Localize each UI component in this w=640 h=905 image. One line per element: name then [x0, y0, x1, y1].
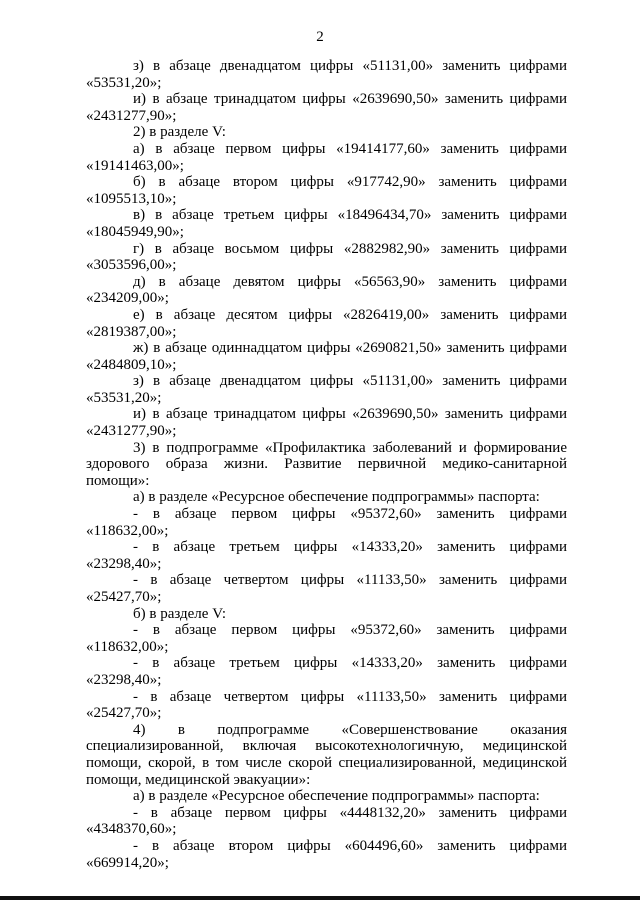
paragraph: е) в абзаце десятом цифры «2826419,00» заменить цифрами: [133, 306, 567, 323]
paragraph: 3) в подпрограмме «Профилактика заболеваний и формирование здорового образа жизни. Развитие первичной медико-санитарной помощи»:: [86, 439, 567, 489]
paragraph: г) в абзаце восьмом цифры «2882982,90» заменить цифрами: [133, 240, 567, 257]
document-body: [86, 58, 567, 871]
paragraph: «19141463,00»;: [86, 157, 184, 174]
paragraph: а) в разделе «Ресурсное обеспечение подпрограммы» паспорта:: [133, 489, 540, 506]
paragraph: з) в абзаце двенадцатом цифры «51131,00» заменить цифрами: [133, 58, 567, 74]
paragraph: «1095513,10»;: [86, 190, 177, 207]
paragraph: и) в абзаце тринадцатом цифры «2639690,50» заменить цифрами: [133, 406, 567, 423]
paragraph: - в абзаце третьем цифры «14333,20» заменить цифрами «23298,40»;: [86, 539, 567, 572]
paragraph: - в абзаце первом цифры «95372,60» заменить цифрами «118632,00»;: [86, 506, 567, 539]
page-number: 2: [316, 29, 324, 45]
paragraph: «2431277,90»;: [86, 423, 177, 440]
scan-bottom-edge: [0, 896, 640, 900]
paragraph: - в абзаце третьем цифры «14333,20» заменить цифрами «23298,40»;: [86, 655, 567, 688]
paragraph: «669914,20»;: [86, 854, 169, 871]
paragraph: 4) в подпрограмме «Совершенствование оказания специализированной, включая высокотехнологичную, медицинской помощи, скорой, в том числе скорой специализированной, медицинской помощи, медицинской эвакуации»:: [86, 721, 567, 788]
paragraph: в) в абзаце третьем цифры «18496434,70» заменить цифрами: [133, 207, 567, 224]
paragraph: а) в разделе «Ресурсное обеспечение подпрограммы» паспорта:: [133, 788, 540, 805]
paragraph: «18045949,90»;: [86, 223, 184, 240]
paragraph: «25427,70»;: [86, 589, 162, 605]
paragraph: «4348370,60»;: [86, 821, 177, 838]
paragraph: «53531,20»;: [86, 389, 162, 406]
paragraph: - в абзаце четвертом цифры «11133,50» заменить цифрами: [133, 688, 567, 705]
paragraph: «234209,00»;: [86, 290, 169, 307]
paragraph: «2819387,00»;: [86, 323, 177, 340]
paragraph: - в абзаце первом цифры «95372,60» заменить цифрами «118632,00»;: [86, 622, 567, 655]
paragraph: б) в разделе V:: [133, 605, 227, 622]
paragraph: ж) в абзаце одиннадцатом цифры «2690821,50» заменить цифрами: [133, 340, 567, 357]
paragraph: б) в абзаце втором цифры «917742,90» заменить цифрами: [133, 174, 567, 191]
paragraph: - в абзаце втором цифры «604496,60» заменить цифрами: [133, 837, 567, 854]
paragraph: д) в абзаце девятом цифры «56563,90» заменить цифрами: [133, 273, 567, 290]
paragraph: «53531,20»;: [86, 74, 162, 91]
paragraph: «25427,70»;: [86, 705, 162, 722]
paragraph: «3053596,00»;: [86, 257, 177, 274]
paragraph: - в абзаце четвертом цифры «11133,50» заменить цифрами: [133, 572, 567, 589]
paragraph: 2) в разделе V:: [133, 124, 226, 141]
paragraph: з) в абзаце двенадцатом цифры «51131,00» заменить цифрами: [133, 373, 567, 390]
paragraph: «2484809,10»;: [86, 356, 177, 373]
paragraph: «2431277,90»;: [86, 107, 177, 124]
paragraph: а) в абзаце первом цифры «19414177,60» заменить цифрами: [133, 140, 567, 157]
paragraph: и) в абзаце тринадцатом цифры «2639690,50» заменить цифрами: [133, 91, 567, 108]
paragraph: - в абзаце первом цифры «4448132,20» заменить цифрами: [133, 804, 567, 821]
